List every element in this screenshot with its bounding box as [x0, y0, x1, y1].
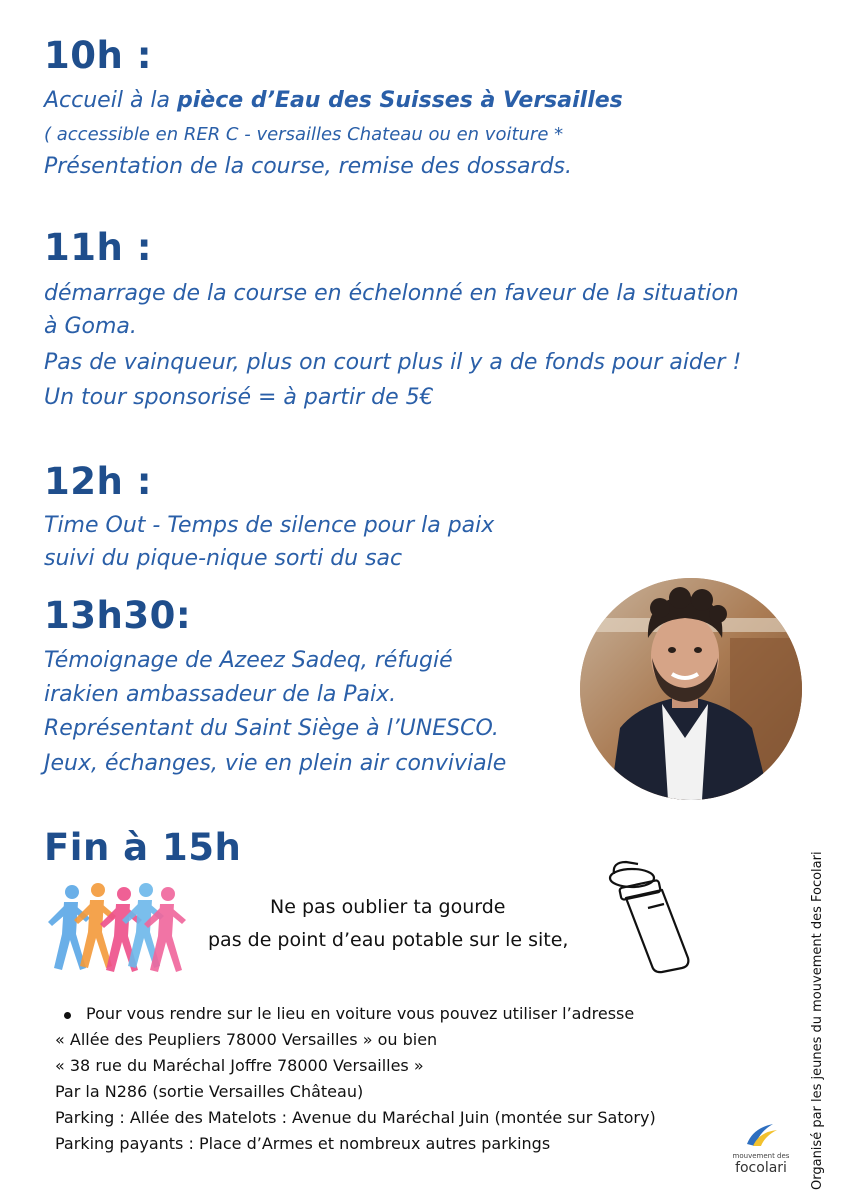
runner-pink-2 [144, 887, 186, 972]
runners-illustration [40, 878, 190, 983]
line-jeux: Jeux, échanges, vie en plein air conviviale [44, 751, 507, 776]
side-text-organise: Organisé par les jeunes du mouvement des Focolari [810, 851, 825, 1190]
time-13h30: 13h30: [44, 594, 192, 637]
line-temoignage: Témoignage de Azeez Sadeq, réfugié [44, 648, 453, 673]
speaker-portrait [580, 578, 802, 800]
info-line-6: Parking payants : Place d’Armes et nombreux autres parkings [55, 1134, 551, 1153]
gourde-line-2: pas de point d’eau potable sur le site, [208, 929, 569, 951]
time-12h: 12h : [44, 460, 153, 503]
line-accueil-pre: Accueil à la [44, 88, 177, 113]
time-fin: Fin à 15h [44, 826, 242, 869]
line-accueil-place: pièce d’Eau des Suisses à Versailles [177, 88, 623, 113]
water-bottle-icon [604, 858, 696, 974]
focolari-logo-big: focolari [735, 1160, 787, 1176]
gourde-line-1: Ne pas oublier ta gourde [270, 896, 506, 918]
info-bullet [64, 1012, 71, 1019]
info-line-3: « 38 rue du Maréchal Joffre 78000 Versailles » [55, 1056, 424, 1075]
info-line-5: Parking : Allée des Matelots : Avenue du Maréchal Juin (montée sur Satory) [55, 1108, 656, 1127]
time-10h: 10h : [44, 34, 153, 77]
line-representant: Représentant du Saint Siège à l’UNESCO. [44, 716, 499, 741]
line-vainqueur: Pas de vainqueur, plus on court plus il y a de fonds pour aider ! [44, 350, 742, 375]
focolari-logo [728, 1122, 794, 1182]
info-line-1: Pour vous rendre sur le lieu en voiture vous pouvez utiliser l’adresse [86, 1004, 635, 1023]
line-acces: ( accessible en RER C - versailles Chateau ou en voiture * [44, 124, 564, 145]
line-presentation: Présentation de la course, remise des dossards. [44, 154, 572, 179]
line-accueil [44, 88, 623, 113]
info-line-4: Par la N286 (sortie Versailles Château) [55, 1082, 364, 1101]
line-tour: Un tour sponsorisé = à partir de 5€ [44, 385, 434, 410]
line-goma: à Goma. [44, 314, 137, 339]
line-timeout: Time Out - Temps de silence pour la paix [44, 513, 495, 538]
line-ambassadeur: irakien ambassadeur de la Paix. [44, 682, 397, 707]
focolari-logo-mark [743, 1122, 779, 1148]
info-line-2: « Allée des Peupliers 78000 Versailles » ou bien [55, 1030, 438, 1049]
line-demarrage: démarrage de la course en échelonné en faveur de la situation [44, 281, 739, 306]
time-11h: 11h : [44, 226, 153, 269]
line-piquenique: suivi du pique-nique sorti du sac [44, 546, 403, 571]
focolari-logo-small: mouvement des [732, 1152, 790, 1160]
